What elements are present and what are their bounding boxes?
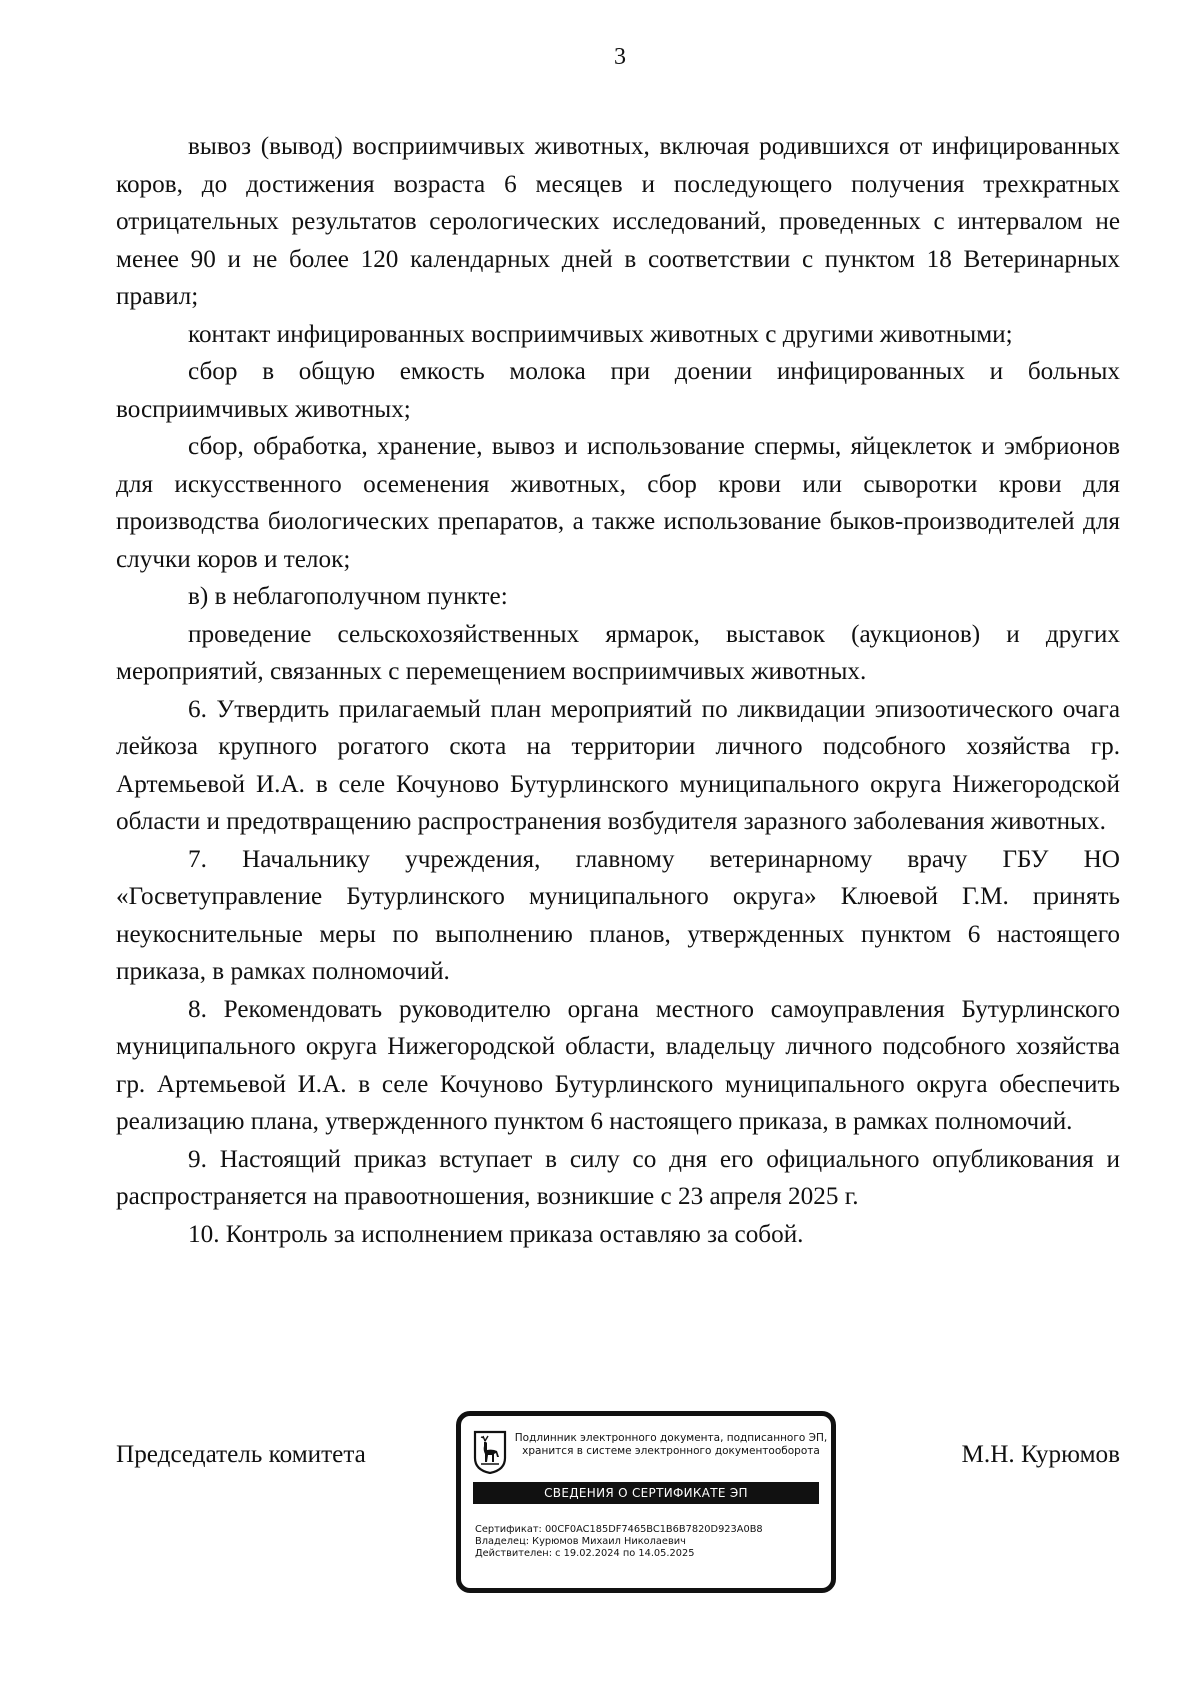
stamp-header (511, 1432, 831, 1458)
stamp-certificate-title: СВЕДЕНИЯ О СЕРТИФИКАТЕ ЭП (473, 1482, 819, 1504)
signature-block (116, 1411, 1120, 1621)
stamp-certificate-validity: Действителен: с 19.02.2024 по 14.05.2025 (475, 1548, 695, 1559)
stamp-certificate-number: Сертификат: 00CF0AC185DF7465BC1B6B7820D923A0B8 (475, 1524, 763, 1535)
paragraph-fairs: проведение сельскохозяйственных ярмарок, выставок (аукционов) и других мероприятий, связанных с перемещением восприимчивых животных. (116, 620, 1120, 685)
paragraph-sperm-collection: сбор, обработка, хранение, вывоз и использование спермы, яйцеклеток и эмбрионов для искусственного осеменения животных, сбор крови или сыворотки крови для производства биологических препаратов, а также использование быков-производителей для случки коров и телок; (116, 433, 1120, 573)
paragraph-item-9: 9. Настоящий приказ вступает в силу со дня его официального опубликования и распространяется на правоотношения, возникшие с 23 апреля 2025 г. (116, 1145, 1120, 1210)
paragraph-item-6: 6. Утвердить прилагаемый план мероприятий по ликвидации эпизоотического очага лейкоза крупного рогатого скота на территории личного подсобного хозяйства гр. Артемьевой И.А. в селе Кочуново Бутурлинского муниципального округа Нижегородской области и предотвращению распространения возбудителя заразного заболевания животных. (116, 695, 1120, 835)
electronic-signature-stamp (456, 1411, 836, 1593)
paragraph-unfavorable-point: в) в неблагополучном пункте: (188, 583, 508, 610)
stamp-header-line2: хранится в системе электронного документооборота (522, 1445, 820, 1457)
nizhny-novgorod-deer-emblem-icon (473, 1430, 507, 1474)
signer-name: М.Н. Курюмов (961, 1441, 1120, 1468)
stamp-header-line1: Подлинник электронного документа, подписанного ЭП, (514, 1432, 828, 1444)
stamp-certificate-details (475, 1524, 825, 1560)
paragraph-item-8: 8. Рекомендовать руководителю органа местного самоуправления Бутурлинского муниципального округа Нижегородской области, владельцу личного подсобного хозяйства гр. Артемьевой И.А. в селе Кочуново Бутурлинского муниципального округа обеспечить реализацию плана, утвержденного пунктом 6 настоящего приказа, в рамках полномочий. (116, 995, 1120, 1135)
page-number: 3 (614, 44, 626, 70)
paragraph-item-7: 7. Начальнику учреждения, главному ветеринарному врачу ГБУ НО «Госветуправление Бутурлинского муниципального округа» Клюевой Г.М. принять неукоснительные меры по выполнению планов, утвержденных пунктом 6 настоящего приказа, в рамках полномочий. (116, 845, 1120, 985)
paragraph-contact-animals: контакт инфицированных восприимчивых животных с другими животными; (188, 320, 1013, 348)
paragraph-item-10: 10. Контроль за исполнением приказа оставляю за собой. (188, 1220, 804, 1248)
stamp-certificate-owner: Владелец: Курюмов Михаил Николаевич (475, 1536, 686, 1547)
signer-role: Председатель комитета (116, 1441, 366, 1468)
paragraph-export-animals: вывоз (вывод) восприимчивых животных, включая родившихся от инфицированных коров, до достижения возраста 6 месяцев и последующего получения трехкратных отрицательных результатов серологических исследований, проведенных с интервалом не менее 90 и не более 120 календарных дней в соответствии с пунктом 18 Ветеринарных правил; (116, 133, 1120, 310)
document-body (116, 128, 1120, 1253)
paragraph-milk-collection: сбор в общую емкость молока при доении инфицированных и больных восприимчивых животных; (116, 358, 1120, 423)
